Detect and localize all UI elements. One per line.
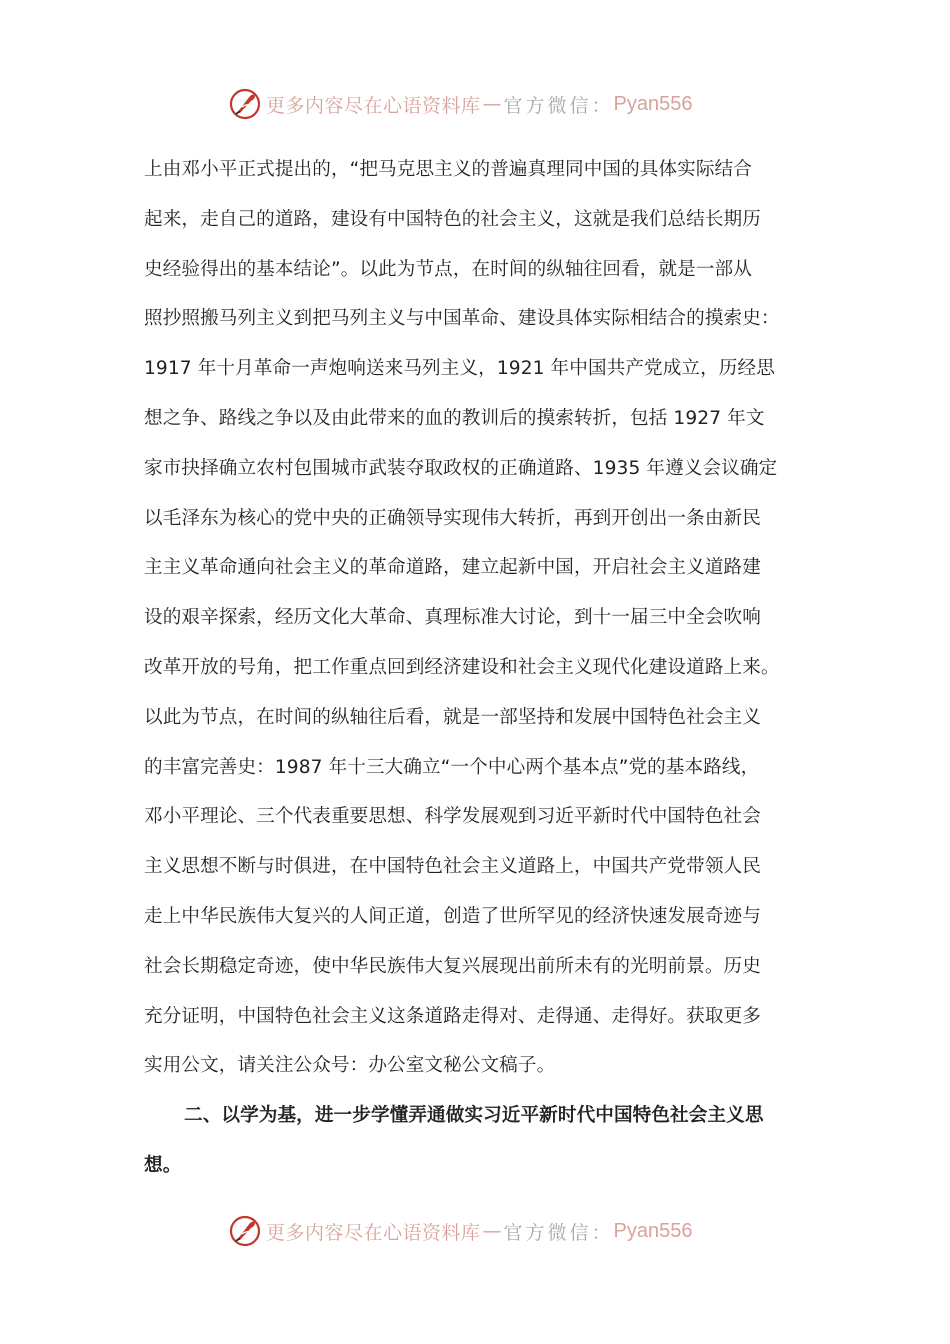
- header-watermark-banner: [228, 84, 748, 124]
- site-name: 更多内容尽在心语资料库: [266, 94, 481, 117]
- text-line: 的丰富完善史：1987 年十三大确立“一个中心两个基本点”党的基本路线，: [144, 756, 760, 778]
- wechat-id: Pyan556: [613, 1219, 693, 1242]
- text-line: 设的艰辛探索，经历文化大革命、真理标准大讨论，到十一届三中全会吹响: [144, 607, 761, 629]
- quill-pen-icon: [228, 87, 262, 121]
- wechat-id: Pyan556: [613, 92, 693, 115]
- quill-pen-icon: [228, 1214, 262, 1248]
- text-line: 起来，走自己的道路，建设有中国特色的社会主义，这就是我们总结长期历: [144, 208, 761, 230]
- section-heading-continued: 想。: [144, 1154, 182, 1176]
- banner-separator: —: [482, 93, 502, 115]
- text-line: 实用公文，请关注公众号：办公室文秘公文稿子。: [144, 1055, 556, 1077]
- text-line: 走上中华民族伟大复兴的人间正道，创造了世所罕见的经济快速发展奇迹与: [144, 905, 761, 927]
- text-line: 以毛泽东为核心的党中央的正确领导实现伟大转折，再到开创出一条由新民: [144, 507, 761, 529]
- banner-separator: —: [482, 1220, 502, 1242]
- text-line: 照抄照搬马列主义到把马列主义与中国革命、建设具体实际相结合的摸索史：: [144, 308, 780, 330]
- text-line: 家市抉择确立农村包围城市武装夺取政权的正确道路、1935 年遵义会议确定: [144, 457, 778, 479]
- text-line: 想之争、路线之争以及由此带来的血的教训后的摸索转折，包括 1927 年文: [144, 407, 765, 429]
- text-line: 充分证明，中国特色社会主义这条道路走得对、走得通、走得好。获取更多: [144, 1005, 761, 1027]
- text-line: 改革开放的号角，把工作重点回到经济建设和社会主义现代化建设道路上来。: [144, 656, 780, 678]
- text-line: 1917 年十月革命一声炮响送来马列主义，1921 年中国共产党成立，历经思: [144, 358, 775, 380]
- text-line: 社会长期稳定奇迹，使中华民族伟大复兴展现出前所未有的光明前景。历史: [144, 955, 761, 977]
- text-line: 主义思想不断与时俱进，在中国特色社会主义道路上，中国共产党带领人民: [144, 856, 761, 878]
- site-name: 更多内容尽在心语资料库: [266, 1221, 481, 1244]
- text-line: 以此为节点，在时间的纵轴往后看，就是一部坚持和发展中国特色社会主义: [144, 706, 761, 728]
- text-line: 史经验得出的基本结论”。以此为节点，在时间的纵轴往回看，就是一部从: [144, 258, 752, 280]
- wechat-label: 官方微信：: [503, 94, 614, 117]
- section-heading: 二、以学为基，进一步学懂弄通做实习近平新时代中国特色社会主义思: [184, 1105, 764, 1127]
- wechat-label: 官方微信：: [503, 1221, 614, 1244]
- text-line: 上由邓小平正式提出的，“把马克思主义的普遍真理同中国的具体实际结合: [144, 159, 752, 180]
- document-body: [144, 145, 816, 1191]
- text-line: 主主义革命通向社会主义的革命道路，建立起新中国，开启社会主义道路建: [144, 557, 761, 579]
- footer-watermark-banner: [228, 1211, 748, 1251]
- text-line: 邓小平理论、三个代表重要思想、科学发展观到习近平新时代中国特色社会: [144, 806, 761, 828]
